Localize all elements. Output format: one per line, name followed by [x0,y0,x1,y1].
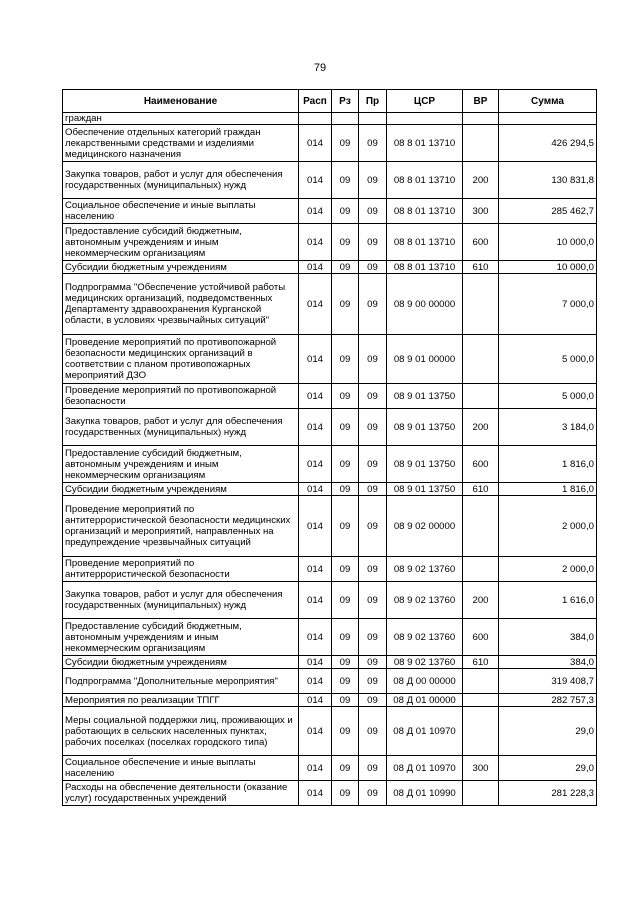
row-vr: 610 [463,656,499,669]
row-vr: 600 [463,446,499,483]
row-pr: 09 [359,162,387,199]
row-csr: 08 8 01 13710 [387,162,463,199]
row-vr: 610 [463,483,499,496]
row-pr: 09 [359,496,387,557]
row-rasp: 014 [299,781,332,806]
row-rasp: 014 [299,162,332,199]
row-sum: 2 000,0 [499,496,597,557]
row-rasp: 014 [299,409,332,446]
row-name: Предоставление субсидий бюджетным, автономным учреждениям и иным некоммерческим организациям [63,619,299,656]
row-pr: 09 [359,557,387,582]
row-rz [332,113,359,125]
row-name: Подпрограмма "Обеспечение устойчивой работы медицинских организаций, подведомственных Департаменту здравоохранения Курганской области, в условиях чрезвычайных ситуаций" [63,274,299,335]
row-csr: 08 Д 01 00000 [387,694,463,707]
row-pr: 09 [359,446,387,483]
row-rz: 09 [332,199,359,224]
row-pr: 09 [359,669,387,694]
row-vr: 300 [463,756,499,781]
row-name: Субсидии бюджетным учреждениям [63,656,299,669]
row-rz: 09 [332,409,359,446]
table-row [63,409,597,446]
row-name: Закупка товаров, работ и услуг для обеспечения государственных (муниципальных) нужд [63,582,299,619]
row-pr: 09 [359,125,387,162]
row-pr: 09 [359,199,387,224]
row-pr: 09 [359,756,387,781]
row-csr: 08 9 01 13750 [387,409,463,446]
table-row [63,199,597,224]
row-vr [463,335,499,384]
row-rz: 09 [332,781,359,806]
row-vr [463,557,499,582]
row-csr: 08 Д 01 10990 [387,781,463,806]
row-sum: 10 000,0 [499,261,597,274]
header-name: Наименование [63,90,299,113]
row-csr: 08 9 02 13760 [387,582,463,619]
table-row [63,113,597,125]
row-csr: 08 9 01 13750 [387,483,463,496]
table-row [63,483,597,496]
row-rasp: 014 [299,261,332,274]
row-rasp: 014 [299,384,332,409]
row-pr: 09 [359,694,387,707]
row-rasp: 014 [299,496,332,557]
row-vr: 200 [463,409,499,446]
row-pr: 09 [359,781,387,806]
row-pr: 09 [359,619,387,656]
row-csr [387,113,463,125]
row-sum: 29,0 [499,707,597,756]
row-name: Расходы на обеспечение деятельности (оказание услуг) государственных учреждений [63,781,299,806]
row-pr: 09 [359,707,387,756]
row-rasp: 014 [299,582,332,619]
row-name: Субсидии бюджетным учреждениям [63,483,299,496]
table-row [63,335,597,384]
row-csr: 08 9 01 13750 [387,446,463,483]
row-sum: 281 228,3 [499,781,597,806]
row-pr: 09 [359,582,387,619]
row-rasp: 014 [299,557,332,582]
row-csr: 08 8 01 13710 [387,261,463,274]
row-sum: 29,0 [499,756,597,781]
page-number: 79 [313,62,327,74]
row-sum: 426 294,5 [499,125,597,162]
row-sum: 2 000,0 [499,557,597,582]
header-sum: Сумма [499,90,597,113]
row-csr: 08 9 02 00000 [387,496,463,557]
row-name: Предоставление субсидий бюджетным, автономным учреждениям и иным некоммерческим организациям [63,446,299,483]
row-sum: 1 616,0 [499,582,597,619]
table-row [63,125,597,162]
row-name: Социальное обеспечение и иные выплаты населению [63,199,299,224]
table-row [63,694,597,707]
row-sum: 3 184,0 [499,409,597,446]
row-sum [499,113,597,125]
row-sum: 384,0 [499,619,597,656]
row-pr: 09 [359,335,387,384]
row-rasp: 014 [299,274,332,335]
row-vr [463,113,499,125]
table-row [63,384,597,409]
row-rasp: 014 [299,656,332,669]
row-name: Мероприятия по реализации ТПГГ [63,694,299,707]
row-name: Субсидии бюджетным учреждениям [63,261,299,274]
table-row [63,162,597,199]
row-rasp: 014 [299,224,332,261]
row-name: Проведение мероприятий по противопожарной безопасности [63,384,299,409]
row-pr: 09 [359,261,387,274]
row-rz: 09 [332,162,359,199]
row-rz: 09 [332,384,359,409]
row-name: Обеспечение отдельных категорий граждан лекарственными средствами и изделиями медицинского назначения [63,125,299,162]
row-name: граждан [63,113,299,125]
row-rasp: 014 [299,669,332,694]
table-row [63,496,597,557]
row-sum: 1 816,0 [499,446,597,483]
row-rasp: 014 [299,335,332,384]
header-vr: ВР [463,90,499,113]
row-name: Закупка товаров, работ и услуг для обеспечения государственных (муниципальных) нужд [63,162,299,199]
budget-table [62,89,597,806]
header-rz: Рз [332,90,359,113]
row-rz: 09 [332,694,359,707]
row-name: Социальное обеспечение и иные выплаты населению [63,756,299,781]
row-vr [463,384,499,409]
row-vr [463,694,499,707]
table-row [63,582,597,619]
row-rasp: 014 [299,707,332,756]
row-rz: 09 [332,582,359,619]
row-rz: 09 [332,707,359,756]
row-rz: 09 [332,274,359,335]
table-row [63,756,597,781]
row-csr: 08 9 02 13760 [387,656,463,669]
row-csr: 08 Д 01 10970 [387,707,463,756]
row-name: Закупка товаров, работ и услуг для обеспечения государственных (муниципальных) нужд [63,409,299,446]
row-csr: 08 9 01 13750 [387,384,463,409]
row-vr: 200 [463,162,499,199]
row-rz: 09 [332,496,359,557]
table-row [63,557,597,582]
table-row [63,224,597,261]
header-rasp: Расп [299,90,332,113]
header-csr: ЦСР [387,90,463,113]
row-pr: 09 [359,483,387,496]
row-name: Меры социальной поддержки лиц, проживающих и работающих в сельских населенных пунктах, рабочих поселках (поселках городского типа) [63,707,299,756]
table-row [63,781,597,806]
row-name: Проведение мероприятий по антитеррористической безопасности [63,557,299,582]
row-vr [463,274,499,335]
row-pr [359,113,387,125]
row-rasp: 014 [299,125,332,162]
row-rz: 09 [332,756,359,781]
row-vr [463,669,499,694]
row-rz: 09 [332,335,359,384]
row-csr: 08 9 00 00000 [387,274,463,335]
row-name: Предоставление субсидий бюджетным, автономным учреждениям и иным некоммерческим организациям [63,224,299,261]
row-rz: 09 [332,669,359,694]
row-rasp: 014 [299,199,332,224]
row-name: Подпрограмма "Дополнительные мероприятия" [63,669,299,694]
row-rasp: 014 [299,446,332,483]
row-rz: 09 [332,446,359,483]
row-vr [463,781,499,806]
row-name: Проведение мероприятий по антитеррористической безопасности медицинских организаций и мероприятий, направленных на предупреждение чрезвычайных ситуаций [63,496,299,557]
row-sum: 130 831,8 [499,162,597,199]
row-rz: 09 [332,224,359,261]
table-body [63,113,597,806]
row-vr [463,125,499,162]
row-rasp: 014 [299,619,332,656]
row-vr: 600 [463,224,499,261]
row-pr: 09 [359,656,387,669]
row-vr: 200 [463,582,499,619]
row-csr: 08 8 01 13710 [387,199,463,224]
row-sum: 1 816,0 [499,483,597,496]
row-vr: 600 [463,619,499,656]
row-csr: 08 9 01 00000 [387,335,463,384]
row-csr: 08 Д 01 10970 [387,756,463,781]
row-pr: 09 [359,224,387,261]
row-rz: 09 [332,261,359,274]
row-csr: 08 8 01 13710 [387,224,463,261]
row-pr: 09 [359,409,387,446]
row-sum: 319 408,7 [499,669,597,694]
row-pr: 09 [359,384,387,409]
table-row [63,274,597,335]
table-row [63,656,597,669]
row-rz: 09 [332,619,359,656]
row-rz: 09 [332,656,359,669]
row-sum: 282 757,3 [499,694,597,707]
table-row [63,446,597,483]
row-vr: 610 [463,261,499,274]
row-rasp: 014 [299,756,332,781]
row-csr: 08 8 01 13710 [387,125,463,162]
row-rz: 09 [332,557,359,582]
row-csr: 08 9 02 13760 [387,619,463,656]
row-vr [463,496,499,557]
row-rz: 09 [332,125,359,162]
row-rasp: 014 [299,694,332,707]
row-pr: 09 [359,274,387,335]
row-vr: 300 [463,199,499,224]
row-name: Проведение мероприятий по противопожарной безопасности медицинских организаций в соответствии с планом противопожарных мероприятий ДЗО [63,335,299,384]
row-sum: 5 000,0 [499,384,597,409]
table-header-row [63,90,597,113]
header-pr: Пр [359,90,387,113]
row-csr: 08 Д 00 00000 [387,669,463,694]
row-sum: 10 000,0 [499,224,597,261]
row-csr: 08 9 02 13760 [387,557,463,582]
row-sum: 285 462,7 [499,199,597,224]
row-sum: 5 000,0 [499,335,597,384]
row-rasp: 014 [299,483,332,496]
row-sum: 7 000,0 [499,274,597,335]
table-row [63,707,597,756]
row-vr [463,707,499,756]
table-row [63,669,597,694]
table-row [63,261,597,274]
row-sum: 384,0 [499,656,597,669]
table-row [63,619,597,656]
row-rz: 09 [332,483,359,496]
row-rasp [299,113,332,125]
